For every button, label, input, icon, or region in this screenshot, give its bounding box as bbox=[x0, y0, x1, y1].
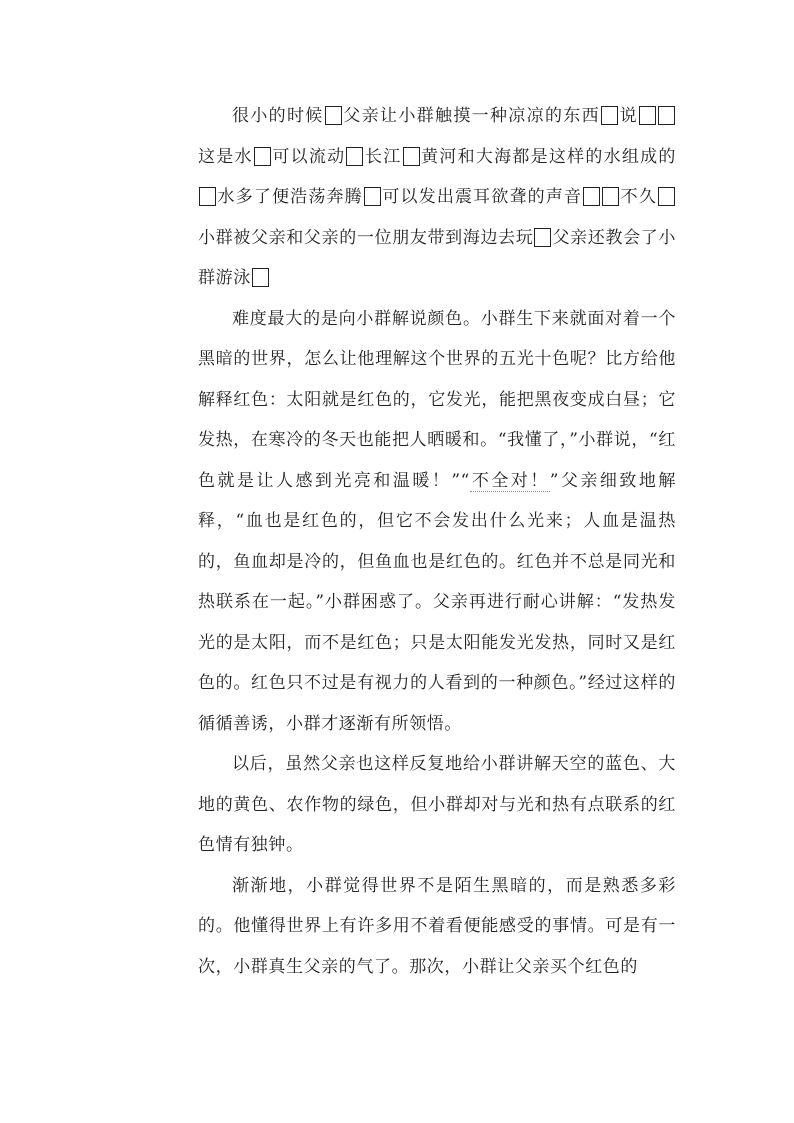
punctuation-blank-box[interactable] bbox=[658, 106, 675, 125]
text-segment: 这是水 bbox=[198, 146, 253, 167]
punctuation-blank-box[interactable] bbox=[601, 106, 618, 125]
text-segment: 难度最大的是向小群解说颜色。小群生下来就面对着一个黑暗的世界，怎么让他理解这个世界的五光十色呢？比方给他解释红色：太阳就是红色的，它发光，能把黑夜变成白昼；它发热，在寒冷的冬天也能把人晒暖和。“我懂了，”小群说，“红色就是让人感到光亮和温暖！”“ bbox=[198, 308, 676, 491]
punctuation-blank-box[interactable] bbox=[403, 147, 420, 166]
text-segment: 说 bbox=[618, 106, 639, 126]
punctuation-blank-box[interactable] bbox=[325, 106, 342, 125]
paragraph-1 bbox=[198, 96, 676, 299]
punctuation-blank-box[interactable] bbox=[199, 187, 216, 206]
underlined-text: 不全对！ bbox=[469, 470, 550, 491]
text-segment: 可以发出震耳欲聋的声音 bbox=[381, 187, 583, 207]
punctuation-blank-box[interactable] bbox=[602, 187, 619, 206]
punctuation-blank-box[interactable] bbox=[254, 147, 271, 166]
punctuation-blank-box[interactable] bbox=[346, 147, 363, 166]
paragraph-4 bbox=[198, 866, 676, 988]
text-segment: 很小的时候 bbox=[232, 106, 324, 126]
paragraph-2 bbox=[198, 299, 676, 745]
text-segment: 不久 bbox=[620, 187, 657, 207]
text-segment: 可以流动 bbox=[271, 146, 346, 167]
text-segment: 小群被父亲和父亲的一位朋友带到海边去玩 bbox=[198, 227, 534, 248]
text-segment: 父亲让小群触摸一种凉凉的东西 bbox=[342, 106, 600, 126]
text-segment: ”父亲细致地解释，“血也是红色的，但它不会发出什么光来；人血是温热的，鱼血却是冷的，但鱼血也是红色的。红色并不总是同光和热联系在一起。”小群困惑了。父亲再进行耐心讲解：“发热发光的是太阳，而不是红色；只是太阳能发光发热，同时又是红色的。红色只不过是有视力的人看到的一种颜色。”经过这样的循循善诱，小群才逐渐有所领悟。 bbox=[198, 470, 677, 734]
punctuation-blank-box[interactable] bbox=[364, 187, 381, 206]
paragraph-3 bbox=[198, 744, 676, 866]
text-segment: 渐渐地，小群觉得世界不是陌生黑暗的，而是熟悉多彩的。他懂得世界上有许多用不着看便能感受的事情。可是有一次，小群真生父亲的气了。那次，小群让父亲买个红色的 bbox=[198, 875, 676, 977]
punctuation-blank-box[interactable] bbox=[252, 268, 269, 287]
punctuation-blank-box[interactable] bbox=[583, 187, 600, 206]
punctuation-blank-box[interactable] bbox=[639, 106, 656, 125]
text-segment: 父亲还教会了小群游泳 bbox=[198, 227, 676, 288]
punctuation-blank-box[interactable] bbox=[658, 187, 675, 206]
punctuation-blank-box[interactable] bbox=[534, 228, 551, 247]
document-body bbox=[198, 96, 676, 987]
text-segment: 长江 bbox=[364, 146, 402, 167]
text-segment: 以后，虽然父亲也这样反复地给小群讲解天空的蓝色、大地的黄色、农作物的绿色，但小群却对与光和热有点联系的红色情有独钟。 bbox=[198, 754, 676, 855]
text-segment: 水多了便浩荡奔腾 bbox=[217, 187, 363, 207]
text-segment: 黄河和大海都是这样的水组成的 bbox=[420, 146, 676, 167]
